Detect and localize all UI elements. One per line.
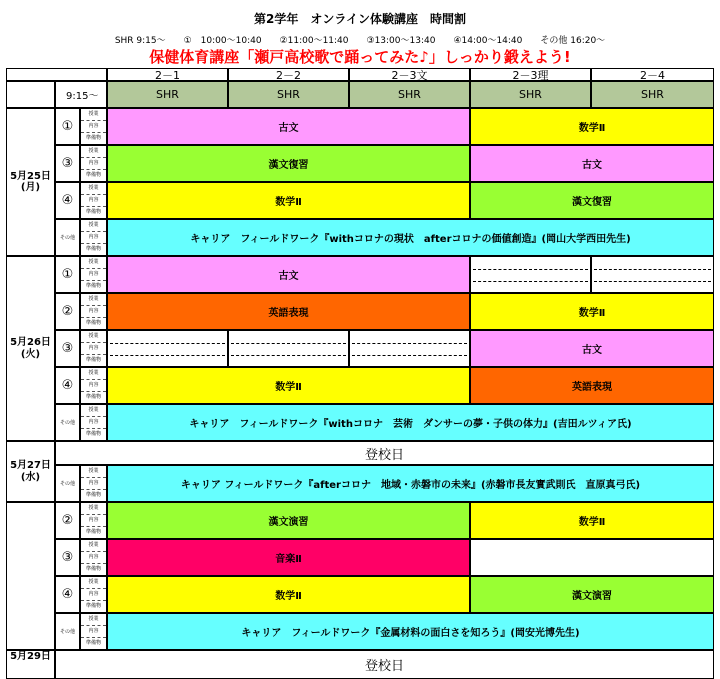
- empty-slot: [228, 330, 349, 367]
- shr-cell: SHR: [349, 81, 470, 108]
- period-sub-labels: 授業 内容 準備物: [80, 182, 107, 219]
- day-label-0529: 5月29日: [6, 650, 55, 679]
- other-marker: その他: [55, 613, 80, 650]
- period-sub-labels: 授業 内容 準備物: [80, 502, 107, 539]
- shr-time: 9:15～: [55, 81, 107, 108]
- lesson-kobun: 古文: [107, 108, 470, 145]
- empty-slot: [349, 330, 470, 367]
- other-marker: その他: [55, 404, 80, 441]
- school-day: 登校日: [55, 441, 714, 465]
- lesson-suugaku2: 数学Ⅱ: [107, 182, 470, 219]
- class-header-2-1: 2－1: [107, 68, 228, 81]
- day-label-0527: 5月27日(水): [6, 441, 55, 502]
- period-times: SHR 9:15～ ① 10:00～10:40 ②11:00～11:40 ③13:00～13:40 ④14:00～14:40 その他 16:20～: [114, 36, 606, 46]
- period-sub-labels: 授業 内容 準備物: [80, 256, 107, 293]
- period-4-marker: ④: [55, 367, 80, 404]
- class-header-2-3bun: 2－3文: [349, 68, 470, 81]
- period-3-marker: ③: [55, 539, 80, 576]
- period-2-marker: ②: [55, 502, 80, 539]
- empty-slot: [470, 539, 714, 576]
- period-2-marker: ②: [55, 293, 80, 330]
- shr-cell: SHR: [591, 81, 714, 108]
- lesson-kanbun-enshu: 漢文演習: [470, 576, 714, 613]
- empty-slot: [591, 256, 714, 293]
- lesson-suugaku2: 数学Ⅱ: [107, 576, 470, 613]
- empty-slot: [107, 330, 228, 367]
- period-sub-labels: 授業 内容 準備物: [80, 219, 107, 256]
- period-sub-labels: 授業 内容 準備物: [80, 576, 107, 613]
- lesson-kanbun-enshu: 漢文演習: [107, 502, 470, 539]
- shr-cell: SHR: [228, 81, 349, 108]
- lesson-kanbun-fukushu: 漢文復習: [470, 182, 714, 219]
- period-1-marker: ①: [55, 108, 80, 145]
- day-label-0525: 5月25日(月): [6, 108, 55, 256]
- day-label-0526: 5月26日(火): [6, 256, 55, 441]
- period-3-marker: ③: [55, 145, 80, 182]
- period-sub-labels: 授業 内容 準備物: [80, 330, 107, 367]
- period-sub-labels: 授業 内容 準備物: [80, 404, 107, 441]
- header-corner: [6, 68, 107, 81]
- period-sub-labels: 授業 内容 準備物: [80, 145, 107, 182]
- class-header-2-4: 2－4: [591, 68, 714, 81]
- banner-announcement: 保健体育講座「瀬戸高校歌で踊ってみた♪」しっかり鍛えよう!: [149, 48, 571, 66]
- period-4-marker: ④: [55, 182, 80, 219]
- period-sub-labels: 授業 内容 準備物: [80, 367, 107, 404]
- empty-slot: [470, 256, 591, 293]
- other-marker: その他: [55, 465, 80, 502]
- lesson-suugaku2: 数学Ⅱ: [470, 502, 714, 539]
- period-4-marker: ④: [55, 576, 80, 613]
- period-sub-labels: 授業 内容 準備物: [80, 293, 107, 330]
- other-marker: その他: [55, 219, 80, 256]
- career-fieldwork: キャリア フィールドワーク『afterコロナ 地域・赤磐市の未来』(赤磐市長友實武則氏 直原真弓氏): [107, 465, 714, 502]
- class-header-2-3ri: 2－3理: [470, 68, 591, 81]
- shr-cell: SHR: [470, 81, 591, 108]
- lesson-suugaku2: 数学Ⅱ: [470, 293, 714, 330]
- lesson-kobun: 古文: [470, 330, 714, 367]
- period-3-marker: ③: [55, 330, 80, 367]
- lesson-suugaku2: 数学Ⅱ: [107, 367, 470, 404]
- period-sub-labels: 授業 内容 準備物: [80, 539, 107, 576]
- lesson-eigo-hyogen: 英語表現: [107, 293, 470, 330]
- lesson-suugaku2: 数学Ⅱ: [470, 108, 714, 145]
- period-1-marker: ①: [55, 256, 80, 293]
- lesson-kobun: 古文: [470, 145, 714, 182]
- lesson-ongaku2: 音楽Ⅱ: [107, 539, 470, 576]
- shr-blank: [6, 81, 55, 108]
- lesson-eigo-hyogen: 英語表現: [470, 367, 714, 404]
- period-sub-labels: 授業 内容 準備物: [80, 108, 107, 145]
- period-sub-labels: 授業 内容 準備物: [80, 613, 107, 650]
- career-fieldwork: キャリア フィールドワーク『金属材料の面白さを知ろう』(岡安光博先生): [107, 613, 714, 650]
- career-fieldwork: キャリア フィールドワーク『withコロナ 芸術 ダンサーの夢・子供の体力』(吉田ルツィア氏): [107, 404, 714, 441]
- shr-cell: SHR: [107, 81, 228, 108]
- day-label-blank: [6, 502, 55, 650]
- class-header-2-2: 2－2: [228, 68, 349, 81]
- lesson-kanbun-fukushu: 漢文復習: [107, 145, 470, 182]
- period-sub-labels: 授業 内容 準備物: [80, 465, 107, 502]
- career-fieldwork: キャリア フィールドワーク『withコロナの現状 afterコロナの価値創造』(岡山大学西田先生): [107, 219, 714, 256]
- page-title: 第2学年 オンライン体験講座 時間割: [254, 12, 466, 26]
- lesson-kobun: 古文: [107, 256, 470, 293]
- school-day: 登校日: [55, 650, 714, 679]
